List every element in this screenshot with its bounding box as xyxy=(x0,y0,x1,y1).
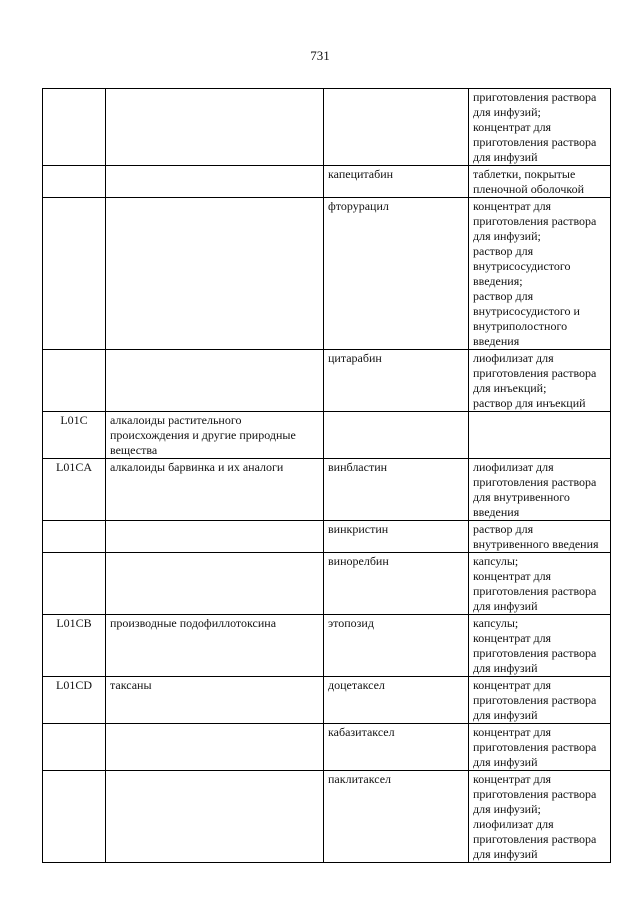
dosage-form-line: концентрат для xyxy=(473,120,552,134)
atc-code-cell xyxy=(43,198,106,350)
drug-name: капецитабин xyxy=(328,167,394,181)
drug-name: этопозид xyxy=(328,616,374,630)
dosage-forms-cell xyxy=(469,724,611,771)
group-name-cell xyxy=(106,459,324,521)
atc-code-cell xyxy=(43,459,106,521)
drug-name-cell xyxy=(324,771,469,863)
atc-code: L01CB xyxy=(56,616,92,630)
atc-code-cell xyxy=(43,771,106,863)
group-name-cell xyxy=(106,412,324,459)
drug-name: винбластин xyxy=(328,460,388,474)
dosage-form-line: приготовления раствора xyxy=(473,646,597,660)
dosage-form-line: для внутривенного xyxy=(473,490,570,504)
dosage-form-line: внутриполостного xyxy=(473,319,568,333)
dosage-forms-cell xyxy=(469,771,611,863)
dosage-forms-cell xyxy=(469,166,611,198)
group-name-line: таксаны xyxy=(110,678,152,692)
drug-name: доцетаксел xyxy=(328,678,385,692)
group-name-line: вещества xyxy=(110,443,158,457)
drug-classification-table xyxy=(42,88,611,863)
dosage-form-line: приготовления раствора xyxy=(473,90,597,104)
group-name-cell xyxy=(106,771,324,863)
dosage-form-line: внутрисосудистого и xyxy=(473,304,580,318)
dosage-form-line: для инфузий xyxy=(473,661,538,675)
dosage-form-line: концентрат для xyxy=(473,631,552,645)
dosage-form-line: приготовления раствора xyxy=(473,475,597,489)
table-row xyxy=(43,615,611,677)
dosage-form-line: приготовления раствора xyxy=(473,366,597,380)
group-name-cell xyxy=(106,350,324,412)
drug-name-cell xyxy=(324,412,469,459)
drug-name: винорелбин xyxy=(328,554,389,568)
group-name-cell xyxy=(106,198,324,350)
dosage-forms-cell xyxy=(469,677,611,724)
dosage-forms-cell xyxy=(469,459,611,521)
dosage-form-line: таблетки, покрытые xyxy=(473,167,576,181)
group-name-cell xyxy=(106,521,324,553)
drug-name-cell xyxy=(324,350,469,412)
table-row xyxy=(43,521,611,553)
drug-name-cell xyxy=(324,89,469,166)
dosage-form-line: внутривенного введения xyxy=(473,537,599,551)
atc-code-cell xyxy=(43,412,106,459)
table-row xyxy=(43,198,611,350)
table-row xyxy=(43,553,611,615)
dosage-form-line: лиофилизат для xyxy=(473,817,554,831)
dosage-form-line: введения xyxy=(473,505,520,519)
dosage-form-line: лиофилизат для xyxy=(473,351,554,365)
dosage-form-line: раствор для xyxy=(473,244,534,258)
dosage-form-line: раствор для xyxy=(473,289,534,303)
dosage-form-line: концентрат для xyxy=(473,678,552,692)
atc-code-cell xyxy=(43,166,106,198)
dosage-forms-cell xyxy=(469,615,611,677)
dosage-form-line: для инфузий xyxy=(473,599,538,613)
dosage-form-line: для инъекций; xyxy=(473,381,547,395)
dosage-form-line: введения; xyxy=(473,274,523,288)
dosage-form-line: для инфузий xyxy=(473,755,538,769)
atc-code-cell xyxy=(43,350,106,412)
drug-name: фторурацил xyxy=(328,199,389,213)
atc-code: L01CA xyxy=(56,460,92,474)
group-name-cell xyxy=(106,677,324,724)
dosage-form-line: для инфузий; xyxy=(473,105,541,119)
table-row xyxy=(43,771,611,863)
table-row xyxy=(43,350,611,412)
drug-name: кабазитаксел xyxy=(328,725,395,739)
dosage-form-line: капсулы; xyxy=(473,554,519,568)
dosage-form-line: раствор для xyxy=(473,522,534,536)
drug-name-cell xyxy=(324,677,469,724)
table-row xyxy=(43,166,611,198)
dosage-forms-cell xyxy=(469,350,611,412)
dosage-form-line: концентрат для xyxy=(473,772,552,786)
dosage-form-line: концентрат для xyxy=(473,725,552,739)
atc-code-cell xyxy=(43,615,106,677)
table-row xyxy=(43,677,611,724)
drug-name-cell xyxy=(324,459,469,521)
dosage-form-line: приготовления раствора xyxy=(473,740,597,754)
table-row xyxy=(43,89,611,166)
dosage-form-line: для инфузий; xyxy=(473,229,541,243)
group-name-line: алкалоиды растительного xyxy=(110,413,242,427)
dosage-form-line: внутрисосудистого xyxy=(473,259,571,273)
atc-code: L01CD xyxy=(56,678,92,692)
dosage-form-line: для инфузий xyxy=(473,847,538,861)
group-name-line: производные подофиллотоксина xyxy=(110,616,277,630)
dosage-form-line: лиофилизат для xyxy=(473,460,554,474)
drug-name: паклитаксел xyxy=(328,772,392,786)
table-row xyxy=(43,412,611,459)
drug-name: цитарабин xyxy=(328,351,382,365)
group-name-line: происхождения и другие природные xyxy=(110,428,296,442)
dosage-form-line: приготовления раствора xyxy=(473,584,597,598)
dosage-form-line: концентрат для xyxy=(473,569,552,583)
drug-name-cell xyxy=(324,615,469,677)
table-body xyxy=(43,89,611,863)
atc-code-cell xyxy=(43,553,106,615)
dosage-form-line: приготовления раствора xyxy=(473,832,597,846)
dosage-form-line: для инфузий; xyxy=(473,802,541,816)
group-name-line: алкалоиды барвинка и их аналоги xyxy=(110,460,284,474)
group-name-cell xyxy=(106,553,324,615)
table-row xyxy=(43,724,611,771)
group-name-cell xyxy=(106,166,324,198)
dosage-form-line: капсулы; xyxy=(473,616,519,630)
atc-code-cell xyxy=(43,677,106,724)
dosage-forms-cell xyxy=(469,412,611,459)
drug-name-cell xyxy=(324,553,469,615)
dosage-forms-cell xyxy=(469,553,611,615)
atc-code-cell xyxy=(43,724,106,771)
drug-name-cell xyxy=(324,198,469,350)
drug-name-cell xyxy=(324,724,469,771)
dosage-form-line: для инфузий xyxy=(473,150,538,164)
dosage-form-line: для инфузий xyxy=(473,708,538,722)
dosage-form-line: приготовления раствора xyxy=(473,214,597,228)
dosage-form-line: концентрат для xyxy=(473,199,552,213)
atc-code: L01C xyxy=(60,413,88,427)
dosage-form-line: введения xyxy=(473,334,520,348)
dosage-forms-cell xyxy=(469,521,611,553)
atc-code-cell xyxy=(43,89,106,166)
dosage-form-line: раствор для инъекций xyxy=(473,396,586,410)
dosage-forms-cell xyxy=(469,198,611,350)
dosage-form-line: приготовления раствора xyxy=(473,135,597,149)
page-number: 731 xyxy=(310,48,330,63)
group-name-cell xyxy=(106,724,324,771)
drug-name: винкристин xyxy=(328,522,389,536)
dosage-form-line: приготовления раствора xyxy=(473,693,597,707)
group-name-cell xyxy=(106,89,324,166)
table-row xyxy=(43,459,611,521)
drug-name-cell xyxy=(324,521,469,553)
group-name-cell xyxy=(106,615,324,677)
dosage-forms-cell xyxy=(469,89,611,166)
drug-name-cell xyxy=(324,166,469,198)
atc-code-cell xyxy=(43,521,106,553)
dosage-form-line: пленочной оболочкой xyxy=(473,182,585,196)
dosage-form-line: приготовления раствора xyxy=(473,787,597,801)
